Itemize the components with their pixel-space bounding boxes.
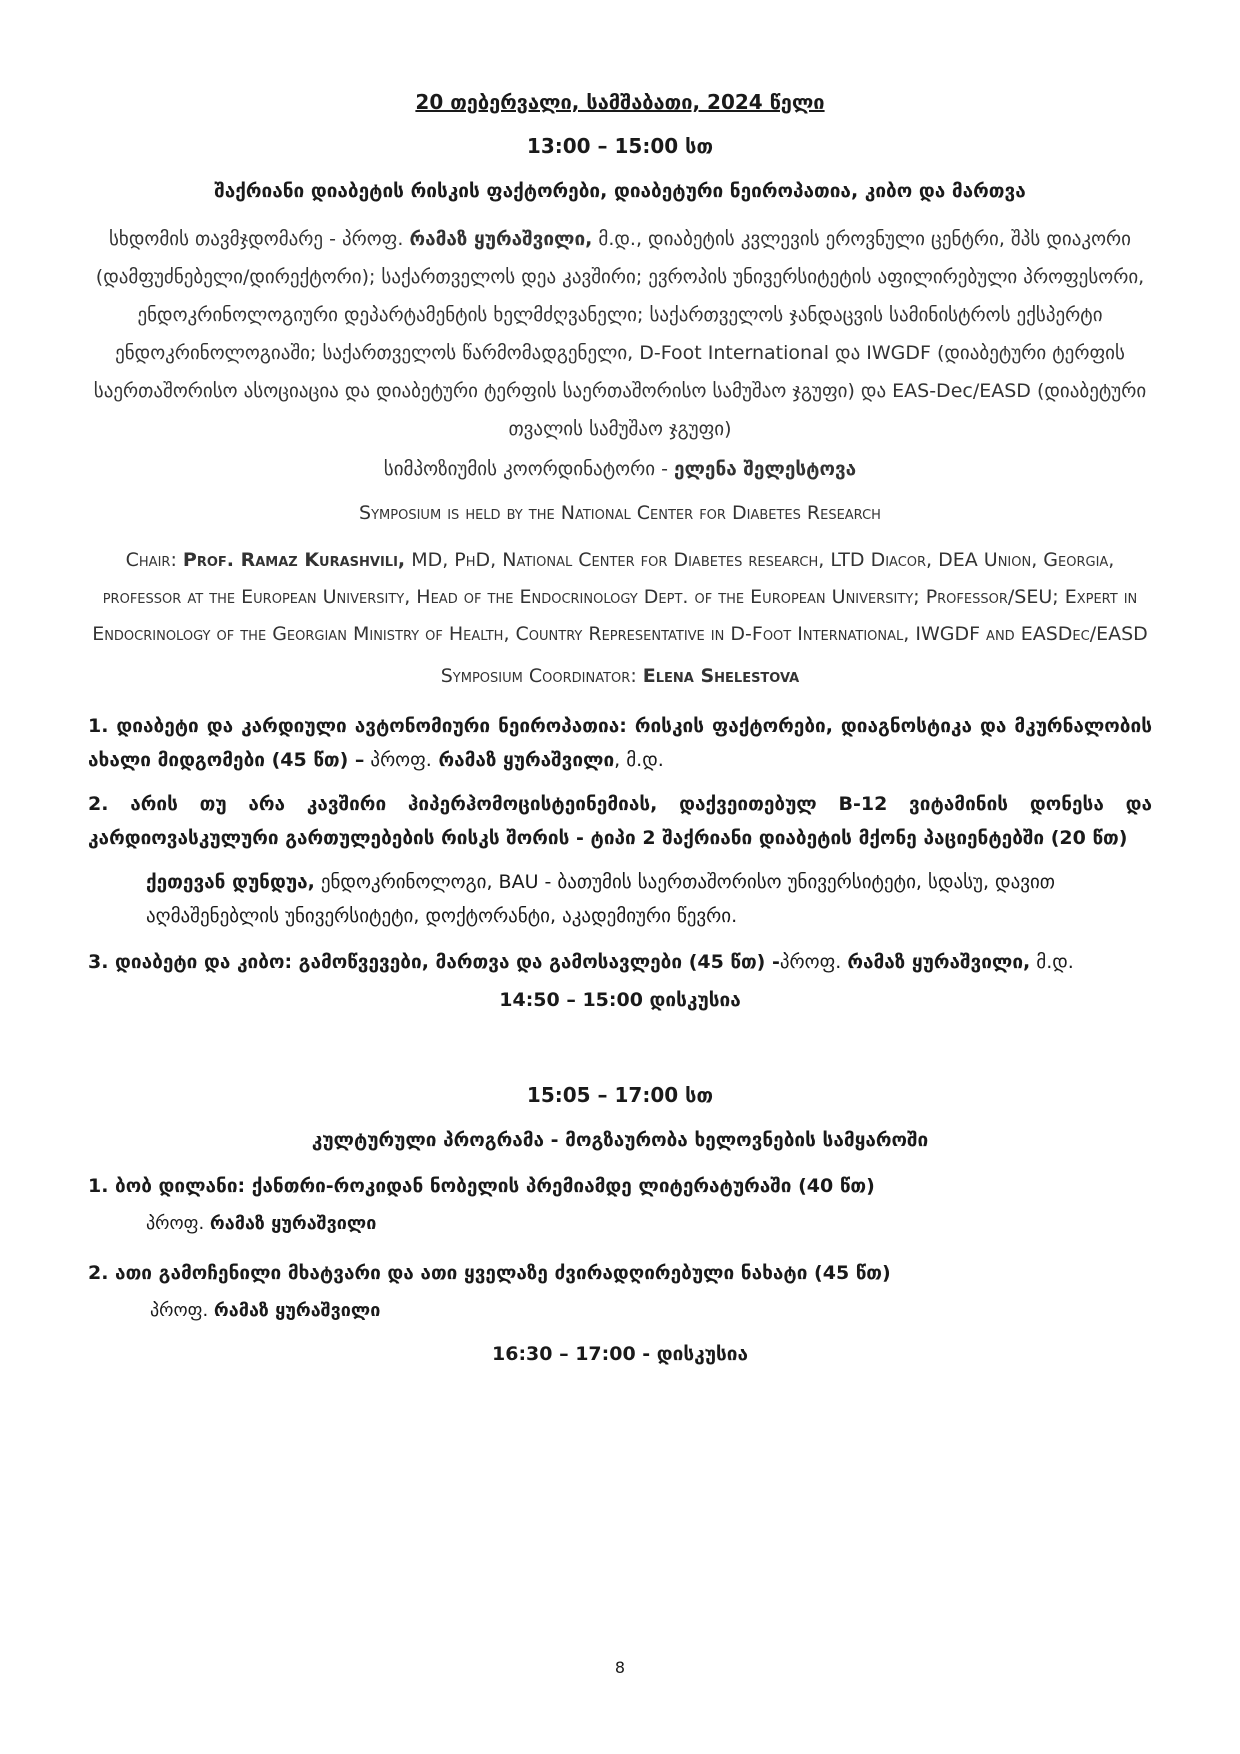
session2-item-1-speaker bbox=[146, 1213, 1152, 1234]
item1-title: 1. დიაბეტი და კარდიული ავტონომიური ნეიროპათია: რისკის ფაქტორები, დიაგნოსტიკა და მკურნალობის ახალი მიდგომები (45 წთ) – bbox=[88, 715, 1152, 771]
item2-speaker-rest: ენდოკრინოლოგი, BAU - ბათუმის საერთაშორისო უნივერსიტეტი, სდასუ, დავით აღმაშენებლის უნივერსიტეტი, დოქტორანტი, აკადემიური წევრი. bbox=[146, 871, 1056, 927]
session1-item-1 bbox=[88, 709, 1152, 777]
session1-chair-en bbox=[88, 542, 1152, 653]
session2-discussion: 16:30 – 17:00 - დისკუსია bbox=[492, 1343, 748, 1365]
item1-speaker-name: რამაზ ყურაშვილი bbox=[431, 749, 615, 771]
chair-ka-name: რამაზ ყურაშვილი, bbox=[409, 228, 593, 250]
chair-en-rest: MD, PhD, National Center for Diabetes research, LTD Diacor, DEA Union, Georgia, professor at the European University, Head of the Endocrinology Dept. of the European University; Professor/SEU; Expert in Endocrinology of the Georgian Ministry of Health, Country Representative in D-Foot International, IWGDF and EASDec/EASD bbox=[92, 549, 1148, 645]
session2-item-2-speaker bbox=[150, 1300, 1152, 1321]
s2-item2-speaker-prefix: პროფ. bbox=[150, 1300, 214, 1321]
symposium-held-en: Symposium is held by the National Center for Diabetes Research bbox=[359, 502, 881, 524]
date-heading: 20 თებერვალი, სამშაბათი, 2024 წელი bbox=[415, 90, 825, 114]
item3-speaker-prefix: პროფ. bbox=[779, 951, 848, 973]
session1-time: 13:00 – 15:00 სთ bbox=[526, 134, 714, 158]
session1-item-3 bbox=[88, 945, 1152, 979]
session1-discussion: 14:50 – 15:00 დისკუსია bbox=[499, 989, 741, 1011]
item2-speaker-name: ქეთევან დუნდუა, bbox=[146, 871, 315, 893]
session2-time: 15:05 – 17:00 სთ bbox=[526, 1083, 714, 1107]
session2-item-2: 2. ათი გამოჩენილი მხატვარი და ათი ყველაზე ძვირადღირებული ნახატი (45 წთ) bbox=[88, 1262, 891, 1284]
s2-item2-speaker-name: რამაზ ყურაშვილი bbox=[213, 1300, 381, 1321]
coord-ka-prefix: სიმპოზიუმის კოორდინატორი - bbox=[383, 458, 674, 480]
item3-suffix: მ.დ. bbox=[1030, 951, 1074, 973]
chair-en-prefix: Chair: bbox=[125, 549, 183, 571]
chair-ka-rest: მ.დ., დიაბეტის კვლევის ეროვნული ცენტრი, შპს დიაკორი (დამფუძნებელი/დირექტორი); საქართველოს დეა კავშირი; ევროპის უნივერსიტეტის აფილირებული პროფესორი, ენდოკრინოლოგიური დეპარტამენტის ხელმძღვანელი; საქართველოს ჯანდაცვის სამინისტროს ექსპერტი ენდოკრინოლოგიაში; საქართველოს წარმომადგენელი, D-Foot International და IWGDF (დიაბეტური ტერფის საერთაშორისო ასოციაცია და დიაბეტური ტერფის საერთაშორისო სამუშაო ჯგუფი) და EAS-Dec/EASD (დიაბეტური თვალის სამუშაო ჯგუფი) bbox=[93, 228, 1147, 440]
coord-en-name: Elena Shelestova bbox=[642, 665, 800, 687]
session2-title: კულტურული პროგრამა - მოგზაურობა ხელოვნების სამყაროში bbox=[311, 1129, 929, 1151]
coord-en-prefix: Symposium Coordinator: bbox=[440, 665, 643, 687]
s2-item1-speaker-name: რამაზ ყურაშვილი bbox=[209, 1213, 377, 1234]
session2-item-1: 1. ბობ დილანი: ქანთრი-როკიდან ნობელის პრემიამდე ლიტერატურაში (40 წთ) bbox=[88, 1175, 875, 1197]
coord-ka-name: ელენა შელესტოვა bbox=[673, 458, 857, 480]
session1-item-2: 2. არის თუ არა კავშირი ჰიპერჰომოცისტეინემიას, დაქვეითებულ B-12 ვიტამინის დონესა და კარდიოვასკულური გართულებების რისკს შორის - ტიპი 2 შაქრიანი დიაბეტის მქონე პაციენტებში (20 წთ) bbox=[88, 793, 1152, 849]
item1-speaker-prefix: პროფ. bbox=[364, 749, 432, 771]
document-page bbox=[88, 80, 1152, 1437]
session1-coordinator-ka bbox=[88, 458, 1152, 480]
chair-ka-prefix: სხდომის თავმჯდომარე - პროფ. bbox=[109, 228, 404, 250]
item3-title: 3. დიაბეტი და კიბო: გამოწვევები, მართვა და გამოსავლები (45 წთ) - bbox=[88, 951, 780, 973]
session1-item-2-speaker bbox=[88, 865, 1152, 933]
session1-chair-ka bbox=[88, 220, 1152, 448]
s2-item1-speaker-prefix: პროფ. bbox=[146, 1213, 210, 1234]
page-number: 8 bbox=[614, 1658, 626, 1677]
session1-title: შაქრიანი დიაბეტის რისკის ფაქტორები, დიაბეტური ნეიროპათია, კიბო და მართვა bbox=[214, 180, 1026, 202]
item1-suffix: , მ.დ. bbox=[614, 749, 664, 771]
session1-coordinator-en bbox=[88, 665, 1152, 687]
chair-en-name: Prof. Ramaz Kurashvili, bbox=[182, 549, 406, 571]
item3-speaker-name: რამაზ ყურაშვილი, bbox=[847, 951, 1031, 973]
